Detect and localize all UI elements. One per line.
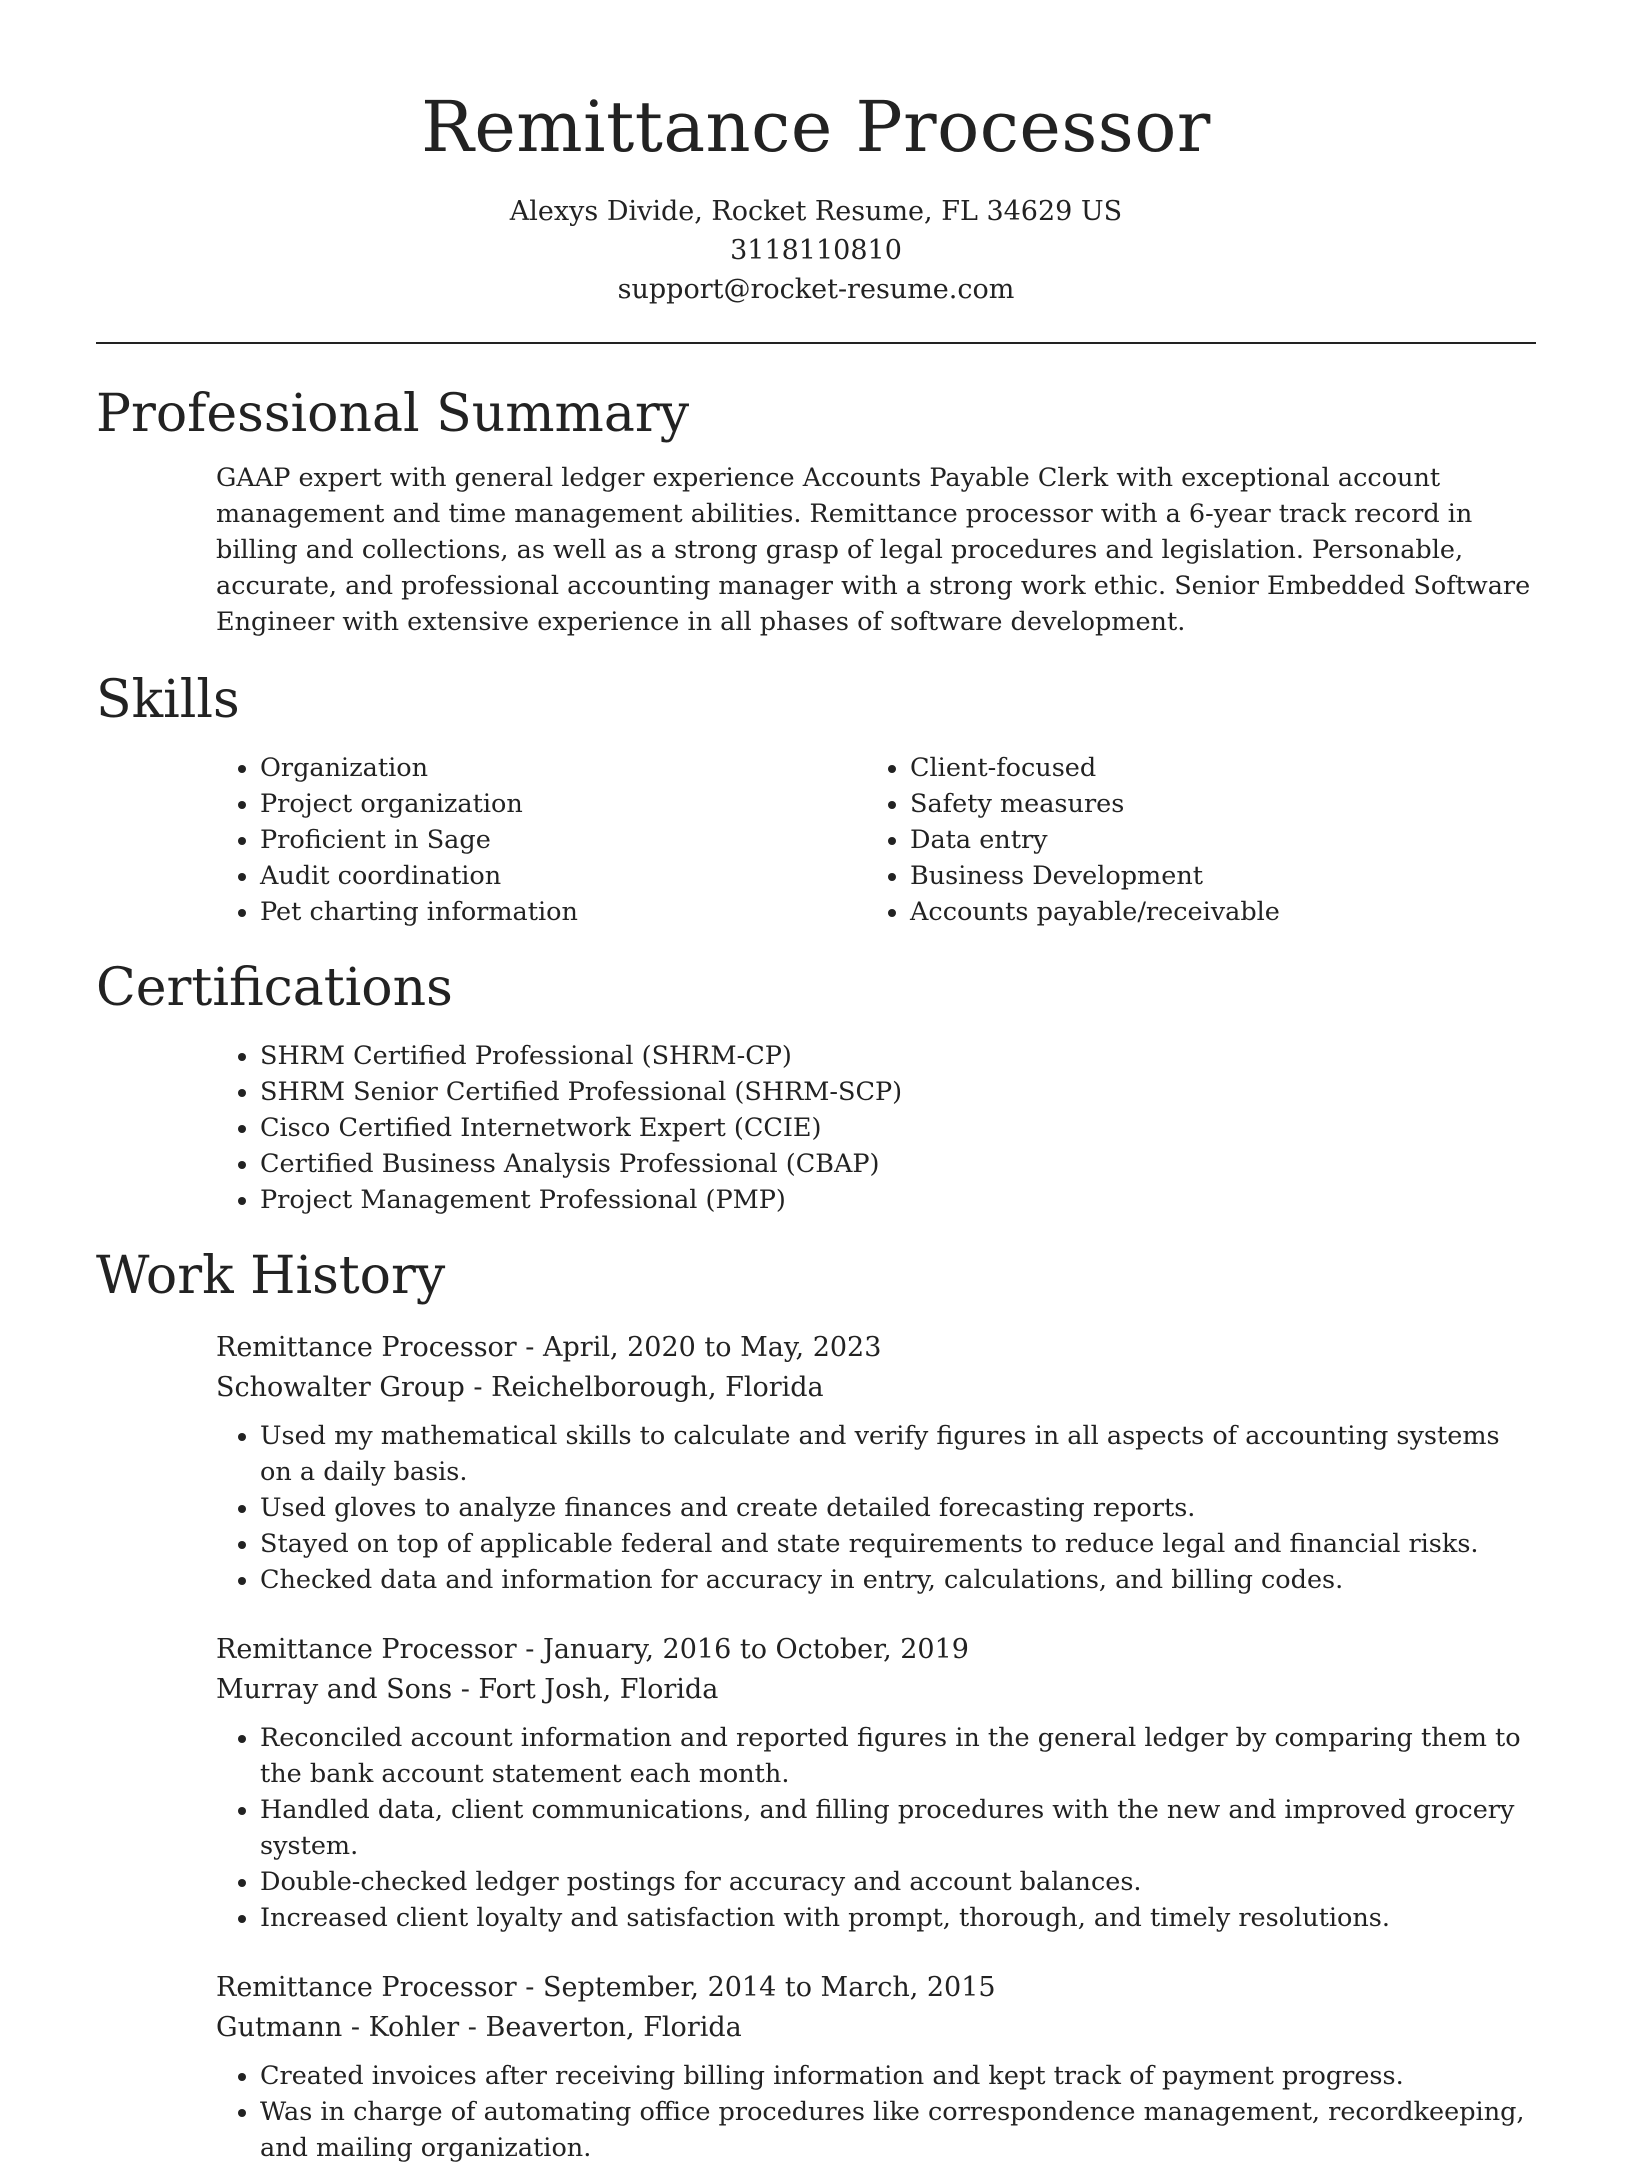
certifications-heading: Certifications — [96, 958, 453, 1018]
resume-name: Remittance Processor — [421, 86, 1211, 168]
job-company: Schowalter Group — [216, 1372, 465, 1403]
job-company-line — [216, 1368, 1536, 1408]
work-history-heading: Work History — [96, 1246, 446, 1306]
certifications-list — [216, 1038, 1536, 1218]
job-bullet: • Increased client loyalty and satisfaction with prompt, thorough, and timely resolutions. — [260, 1900, 1536, 1936]
job-company-line — [216, 2008, 1536, 2048]
job-location: - Beaverton, Florida — [459, 2012, 742, 2043]
job-title-line — [216, 1630, 1536, 1670]
job-location: - Fort Josh, Florida — [452, 1674, 719, 1705]
contact-address: Alexys Divide, Rocket Resume, FL 34629 US — [509, 196, 1123, 227]
job-company-line — [216, 1670, 1536, 1710]
skill-item: • Organization — [260, 750, 866, 786]
skills-column-left — [216, 750, 866, 930]
job-bullets — [216, 1720, 1536, 1936]
skill-item: • Business Development — [910, 858, 1516, 894]
job-entry — [216, 1630, 1536, 1936]
skill-item: • Audit coordination — [260, 858, 866, 894]
skills-column-right — [866, 750, 1516, 930]
job-title: Remittance Processor — [216, 1634, 517, 1665]
job-entry — [216, 1968, 1536, 2166]
skill-item: • Proficient in Sage — [260, 822, 866, 858]
resume-header — [96, 0, 1536, 309]
skill-item: • Accounts payable/receivable — [910, 894, 1516, 930]
certification-item: • SHRM Senior Certified Professional (SHRM-SCP) — [260, 1074, 1536, 1110]
job-bullets — [216, 1418, 1536, 1598]
certification-item: • Certified Business Analysis Professional (CBAP) — [260, 1146, 1536, 1182]
skill-item: • Safety measures — [910, 786, 1516, 822]
header-divider — [96, 342, 1536, 344]
skill-item: • Pet charting information — [260, 894, 866, 930]
skills-section — [96, 668, 1536, 930]
job-bullet: • Used gloves to analyze finances and create detailed forecasting reports. — [260, 1490, 1536, 1526]
job-bullet: • Reconciled account information and reported figures in the general ledger by comparing them to the bank account statement each month. — [260, 1720, 1536, 1792]
certification-item: • SHRM Certified Professional (SHRM-CP) — [260, 1038, 1536, 1074]
certifications-section — [96, 956, 1536, 1218]
job-dates: - April, 2020 to May, 2023 — [516, 1332, 882, 1363]
job-bullet: • Double-checked ledger postings for accuracy and account balances. — [260, 1864, 1536, 1900]
summary-text: GAAP expert with general ledger experience Accounts Payable Clerk with exceptional account management and time management abilities. Remittance processor with a 6-year track record in billing and collections, as well as a strong grasp of legal procedures and legislation. Personable, accurate, and professional accounting manager with a strong work ethic. Senior Embedded Software Engineer with extensive experience in all phases of software development. — [216, 463, 1531, 637]
job-title: Remittance Processor — [216, 1972, 517, 2003]
job-company: Gutmann - Kohler — [216, 2012, 460, 2043]
job-dates: - January, 2016 to October, 2019 — [516, 1634, 969, 1665]
contact-info — [96, 192, 1536, 309]
job-title-line — [216, 1328, 1536, 1368]
job-company: Murray and Sons — [216, 1674, 453, 1705]
job-dates: - September, 2014 to March, 2015 — [516, 1972, 996, 2003]
skill-item: • Data entry — [910, 822, 1516, 858]
job-title-line — [216, 1968, 1536, 2008]
skills-grid — [216, 750, 1536, 930]
job-bullet: • Stayed on top of applicable federal and state requirements to reduce legal and financial risks. — [260, 1526, 1536, 1562]
job-bullet: • Created invoices after receiving billing information and kept track of payment progress. — [260, 2058, 1536, 2094]
job-bullet: • Handled data, client communications, and filling procedures with the new and improved grocery system. — [260, 1792, 1536, 1864]
job-entry — [216, 1328, 1536, 1598]
resume-page — [96, 0, 1536, 2166]
skills-heading: Skills — [96, 670, 240, 730]
certification-item: • Project Management Professional (PMP) — [260, 1182, 1536, 1218]
job-bullet: • Was in charge of automating office procedures like correspondence management, recordkeeping, and mailing organization. — [260, 2094, 1536, 2166]
contact-phone: 3118110810 — [730, 235, 902, 266]
work-history-section — [96, 1244, 1536, 2166]
skill-item: • Client-focused — [910, 750, 1516, 786]
summary-section — [96, 382, 1536, 640]
summary-heading: Professional Summary — [96, 384, 690, 444]
job-bullets — [216, 2058, 1536, 2166]
job-bullet: • Checked data and information for accuracy in entry, calculations, and billing codes. — [260, 1562, 1536, 1598]
job-location: - Reichelborough, Florida — [464, 1372, 824, 1403]
contact-email: support@rocket-resume.com — [617, 274, 1015, 305]
skill-item: • Project organization — [260, 786, 866, 822]
job-bullet: • Used my mathematical skills to calculate and verify figures in all aspects of accounting systems on a daily basis. — [260, 1418, 1536, 1490]
certification-item: • Cisco Certified Internetwork Expert (CCIE) — [260, 1110, 1536, 1146]
job-title: Remittance Processor — [216, 1332, 517, 1363]
